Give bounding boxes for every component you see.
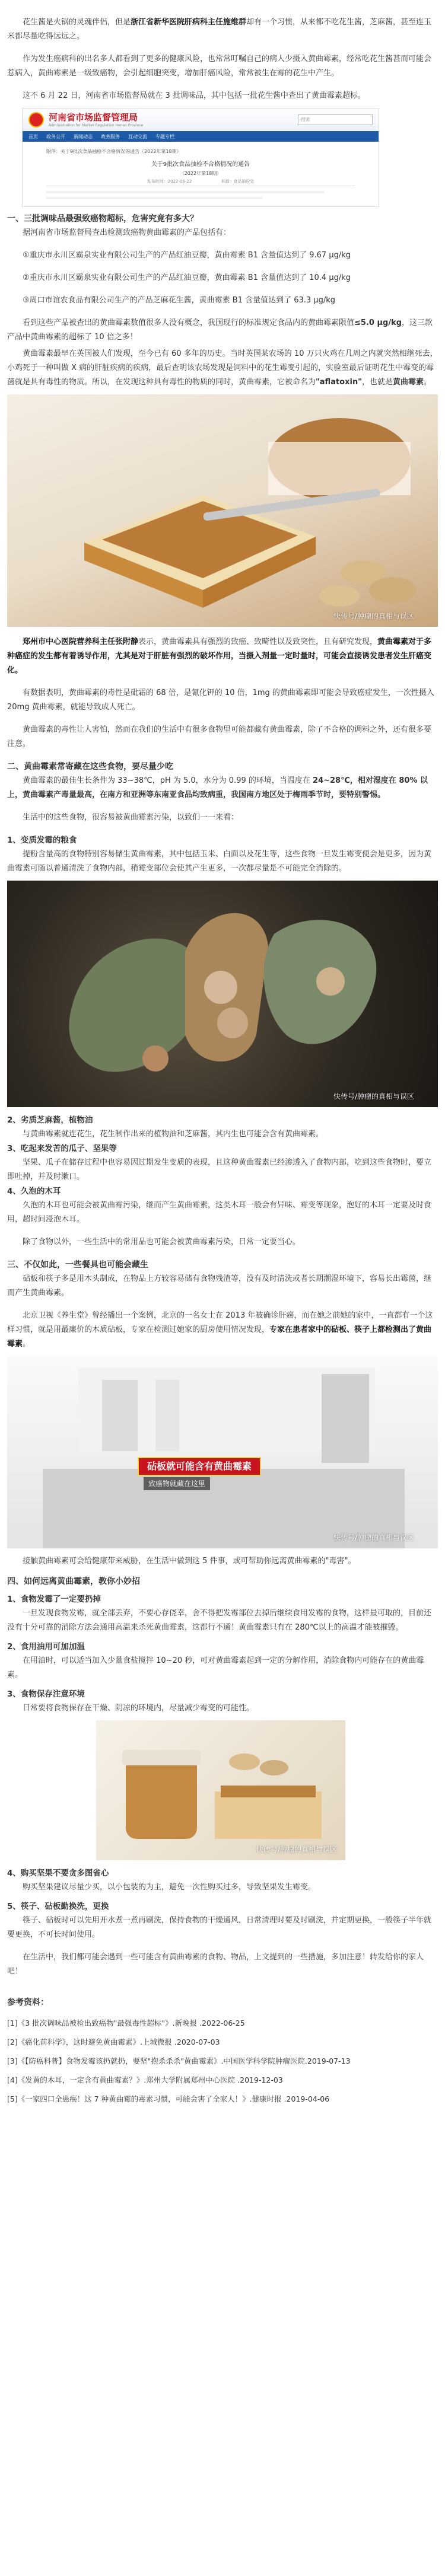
site-subtitle: Administration for Market Regulation Henan Province — [49, 123, 144, 127]
sub-heading: 3、食物保存注意环境 — [7, 1689, 85, 1699]
moldy-peanuts-illustration — [7, 881, 438, 1107]
site-nav — [23, 132, 379, 142]
nav-item[interactable]: 政务服务 — [101, 134, 120, 139]
nav-item[interactable]: 互动交流 — [128, 134, 147, 139]
search-box[interactable]: 搜索 — [298, 114, 373, 125]
sub-heading: 2、食用油用可加加温 — [7, 1642, 85, 1652]
paragraph: 看到这些产品被查出的黄曲霉素数值很多人没有概念，我国现行的标准规定食品内的黄曲霉素限值≤5.0 μg/kg，这三款产品中黄曲霉素的超标了 10 倍之多！ — [7, 318, 433, 342]
paragraph: 购买坚果建议尽量少买，以小包装的为主，避免一次性购买过多，导致坚果发生霉变。 — [23, 1883, 316, 1892]
paragraph: 郑州市中心医院营养科主任张附静表示，黄曲霉素具有强烈的致癌、致畸性以及致突性，且有研究发现，黄曲霉素对于多种癌症的发生都有着诱导作用，尤其是对于肝脏有强烈的破坏作用，当摄入剂量一定时量时，可能会直接诱发患者发生肝癌变化。 — [7, 637, 432, 675]
list-item: ①重庆市永川区霸泉实业有限公司生产的产品红油豆瓣，黄曲霉素 B1 含量值达到了 9.67 μg/kg — [23, 251, 351, 260]
nav-item[interactable]: 政务公开 — [46, 134, 65, 139]
paragraph: 一旦发现食物发霉，就全部丢弃，不要心存侥幸，舍不得把发霉部位去掉后继续食用发霉的食物，这样最可取的，目前还没有十分可靠的消除方法会通用高温来杀死黄曲霉素，这都行不通！黄曲霉素只有在 280℃以上的高温才能被摧毁。 — [7, 1609, 432, 1632]
site-header — [23, 109, 379, 132]
cutting-board-photo — [7, 1356, 438, 1548]
watermark: 快传号/肿瘤的真相与误区 — [333, 612, 414, 620]
reference-item: [5]《一家四口全患癌！这 7 种黄曲霉的毒素习惯，可能会害了全家人！》.健康时报 .2019-04-06 — [7, 2094, 330, 2103]
nav-item[interactable]: 首页 — [28, 134, 38, 139]
doc-title: 关于9批次食品抽检不合格情况的通告 — [151, 161, 250, 168]
section-heading: 一、三批调味品最强致癌物超标，危害究竟有多大？ — [7, 214, 198, 224]
sub-heading: 1、食物发霉了一定要扔掉 — [7, 1595, 101, 1604]
reference-item: [4]《发黄的木耳，一定含有黄曲霉素？》.郑州大学附属郑州中心医院 .2019-12-03 — [7, 2076, 283, 2084]
paragraph: 据河南省市场监督局查出检测致癌物黄曲霉素的产品包括有： — [23, 228, 231, 237]
sub-heading: 1、变质发霉的粮食 — [7, 836, 77, 845]
references-heading: 参考资料： — [7, 1998, 49, 2007]
paragraph: 黄曲霉素的毒性让人害怕，然而在我们的生活中有很多食物里可能都藏有黄曲霉素，除了不合格的调料之外，还有很多要注意。 — [7, 725, 432, 748]
paragraph: 日常要将食物保存在干燥、阴凉的环境内，尽量减少霉变的可能性。 — [23, 1704, 255, 1713]
intro-paragraph: 这不 6 月 22 日，河南省市场监督局就在 3 批调味品，其中包括一批花生酱中查出了黄曲霉素超标。 — [23, 91, 365, 100]
moldy-peanuts-photo — [7, 881, 438, 1107]
sub-heading: 2、劣质芝麻酱，植物油 — [7, 1115, 93, 1125]
nav-item[interactable]: 新闻动态 — [74, 134, 93, 139]
sub-heading: 3、吃起来发苦的瓜子、坚果等 — [7, 1144, 117, 1153]
references-list — [7, 2017, 438, 2106]
announcement-screenshot — [22, 108, 379, 207]
tv-caption: 致癌物就藏在这里 — [144, 1477, 210, 1490]
nav-item[interactable]: 专题专栏 — [155, 134, 174, 139]
paragraph: 坚果、瓜子在储存过程中也容易因过期发生变质的表现，且这种黄曲霉素已经渗透入了食物内部，吃到这些食物时，要立即吐掉，并及时漱口。 — [7, 1158, 432, 1181]
jar-illustration — [96, 1720, 345, 1860]
kitchen-illustration — [7, 1356, 438, 1548]
paragraph: 在用油时，可以适当加入少量食盐搅拌 10~20 秒，可对黄曲霉素起到一定的分解作用，消除食物内可能存在的黄曲霉素。 — [7, 1656, 424, 1679]
section-heading: 三、不仅如此，一些餐具也可能会藏生 — [7, 1260, 148, 1270]
paragraph: 接触黄曲霉素可会给健康带来威胁，在生活中做到这 5 件事，或可帮助你远离黄曲霉素的"毒害"。 — [23, 1557, 356, 1566]
paragraph: 提粉含量高的食物特别容易储生黄曲霉素，其中包括玉米、白面以及花生等，这些食物一旦发生霉变便会是更多，因为黄曲霉素可随以普通清洗了食物内部，稍霉变部位会使其产生更多，一次都尽量是不可能完全消除的。 — [7, 850, 432, 873]
paragraph: 黄曲霉素最早在英国被人们发现，至今已有 60 多年的历史。当时英国某农场的 10 万只火鸡在几周之内就突然相继死去，小鸡死于一种叫做 X 病的肝脏疾病的疾病，最后查明该农场发现是饲料中的花生霉变引起的，实验室最后证明花生中霉变的霉菌就是具有毒性的物质。所以，在发现这种具有毒性的物质的同时，黄曲霉素，它被命名为"aflatoxin"，也就是黄曲霉素。 — [7, 349, 438, 387]
paragraph: 与黄曲霉素就连花生，花生制作出来的植物油和芝麻酱，其内生也可能会含有黄曲霉素。 — [23, 1130, 324, 1139]
sub-heading: 4、购买坚果不要贪多图省心 — [7, 1869, 109, 1878]
reference-item: [3]《【防癌科普】食物发霉该扔就扔，要坚"抱杀杀杀"黄曲霉素》.中国医学科学院肿瘤医院.2019-07-13 — [7, 2057, 351, 2065]
reference-item: [2]《癌化前科学》，这时避免黄曲霉素》.上城微报 .2020-07-03 — [7, 2038, 220, 2046]
paragraph: 久泡的木耳也可能会被黄曲霉污染，继而产生黄曲霉素，这类木耳一般会有异味、霉变等现象，泡好的木耳一定要及时食用，超时间浸泡木耳。 — [7, 1201, 432, 1224]
peanut-butter-jar-photo — [96, 1720, 345, 1860]
paragraph: 在生活中，我们都可能会遇到一些可能含有黄曲霉素的食物、物品，上文提到的一些措施，多加注意！转发给你的家人吧！ — [7, 1953, 424, 1976]
section-heading: 二、黄曲霉素常寄藏在这些食物，要尽量少吃 — [7, 762, 173, 771]
intro-paragraph: 花生酱是火锅的灵魂伴侣，但是浙江省新华医院肝病科主任施维群却有一个习惯，从来都不吃花生酱，芝麻酱，甚至连玉米都尽量吃得远远之。 — [7, 18, 432, 41]
intro-paragraph: 作为发生癌病科的出名多人都看到了更多的健康风险，也常常叮嘱自己的病人少摄入黄曲霉素，经常吃花生酱甚而可能会惹病入，黄曲霉素是一级致癌物，会引起细胞突变，增加肝癌风险，常常被生在霉的花生中产生。 — [7, 55, 432, 78]
doc-line: 附件：关于9批次食品抽检不合格情况的通告（2022年第18期） — [46, 149, 182, 154]
paragraph: 筷子、砧板时可以先用开水煮一煮再刷洗，保持食物的干燥通风，日常清理时要及时刷洗，并定期更换，一般筷子半年就要更换，不可长时间使用。 — [7, 1916, 432, 1939]
watermark: 快传号/肿瘤的真相与误区 — [256, 1845, 337, 1854]
paragraph: 北京卫视《养生堂》曾经播出一个案例，北京的一名女士在 2013 年被确诊肝癌，而在她之前她的家中，一直都有一个这样习惯，就是用最廉价的木质砧板，专家在检测过她家的厨房使用情况发现，专家在患者家中的砧板、筷子上都检测出了黄曲霉素。 — [7, 1311, 433, 1348]
paragraph: 有数据表明，黄曲霉素的毒性是砒霜的 68 倍，是氰化钾的 10 倍，1mg 的黄曲霉素即可能会导致癌症发生，一次性摄入 20mg 黄曲霉素，就能导致成人死亡。 — [7, 688, 434, 712]
doc-issue: （2022年第18期） — [179, 171, 222, 176]
list-item: ②重庆市永川区霸泉实业有限公司生产的产品红油豆瓣，黄曲霉素 B1 含量值达到了 10.4 μg/kg — [23, 273, 351, 282]
sub-heading: 5、筷子、砧板勤换洗，更换 — [7, 1902, 109, 1911]
paragraph: 生活中的这些食物，很容易被黄曲霉素污染，以致们一一来看： — [23, 813, 239, 822]
doc-meta: 发布时间：2022-06-22 来源：食品抽检处 — [46, 177, 355, 186]
peanut-butter-photo — [7, 394, 438, 627]
reference-item: [1]《3 批次调味品被检出致癌物"最强毒性超标"》.新晚报 .2022-06-25 — [7, 2019, 245, 2027]
paragraph: 除了食物以外，一些生活中的常用品也可能会被黄曲霉素污染，日常一定要当心。 — [23, 1238, 301, 1246]
emblem-icon — [28, 112, 44, 127]
watermark: 快传号/肿瘤的真相与误区 — [333, 1534, 414, 1542]
paragraph: 黄曲霉素的最佳生长条件为 33~38℃，pH 为 5.0，水分为 0.99 的环境，当温度在 24~28℃，相对湿度在 80% 以上，黄曲霉素产毒量最高，在南方和亚洲等东南亚食品均致病重，我国南方地区处于梅雨季节时，要特别警惕。 — [7, 776, 428, 799]
peanut-butter-toast-illustration — [7, 394, 438, 627]
watermark: 快传号/肿瘤的真相与误区 — [333, 1092, 414, 1101]
section-heading: 四、如何远离黄曲霉素，教你小妙招 — [7, 1577, 140, 1586]
sub-heading: 4、久泡的木耳 — [7, 1187, 61, 1196]
list-item: ③周口市谊农食品有限公司生产的产品芝麻花生酱，黄曲霉素 B1 含量值达到了 63.3 μg/kg — [23, 296, 336, 305]
paragraph: 砧板和筷子多是用木头制成，在物品上方较容易储有食物残渣等，没有及时清洗或者长期潮湿环境下，容易长出霉菌，继而产生黄曲霉素。 — [7, 1274, 432, 1297]
site-title: 河南省市场监督管理局 — [49, 111, 138, 123]
tv-sign: 砧板就可能含有黄曲霉素 — [138, 1457, 261, 1476]
